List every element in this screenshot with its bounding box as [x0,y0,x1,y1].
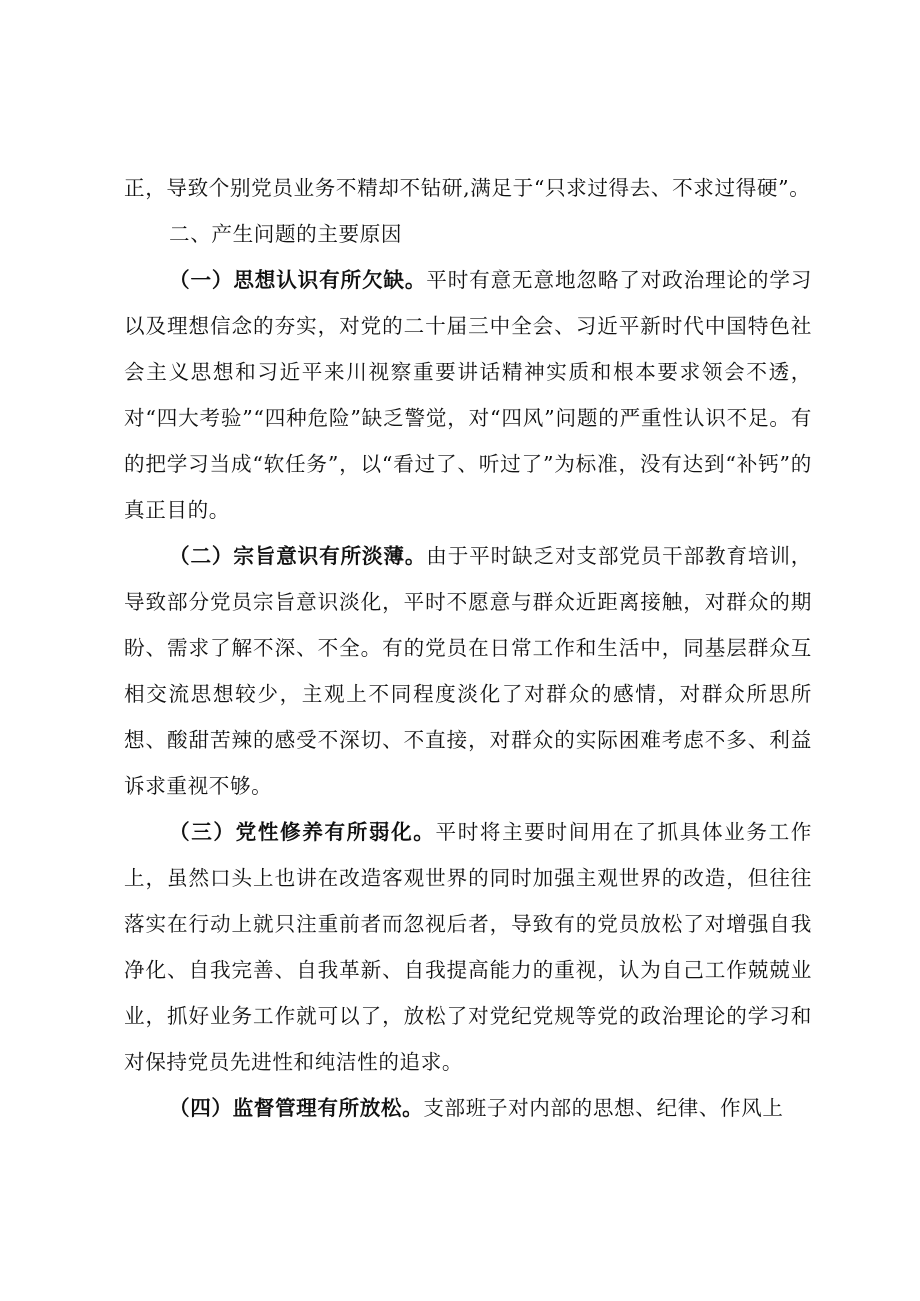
paragraph-heading: （二）宗旨意识有所淡薄。 [169,544,427,568]
paragraph-text: 支部班子对内部的思想、纪律、作风上 [423,1096,784,1120]
document-body [124,165,812,1131]
paragraph-cause-3 [124,809,812,1085]
paragraph-continuation [124,165,812,211]
paragraph-text: 正，导致个别党员业务不精却不钻研,满足于“只求过得去、不求过得硬”。 [124,176,811,200]
paragraph-cause-2 [124,533,812,809]
paragraph-heading: （一）思想认识有所欠缺。 [169,268,427,292]
paragraph-text: 平时将主要时间用在了抓具体业务工作上，虽然口头上也讲在改造客观世界的同时加强主观世界的改造，但往往落实在行动上就只注重前者而忽视后者，导致有的党员放松了对增强自我净化、自我完善、自我革新、自我提高能力的重视，认为自己工作兢兢业业，抓好业务工作就可以了，放松了对党纪党规等党的政治理论的学习和对保持党员先进性和纯洁性的追求。 [124,820,812,1074]
section-title-text: 二、产生问题的主要原因 [169,222,403,246]
paragraph-heading: （三）党性修养有所弱化。 [169,820,436,844]
paragraph-cause-1 [124,257,812,533]
paragraph-text: 由于平时缺乏对支部党员干部教育培训，导致部分党员宗旨意识淡化，平时不愿意与群众近距离接触，对群众的期盼、需求了解不深、不全。有的党员在日常工作和生活中，同基层群众互相交流思想较少，主观上不同程度淡化了对群众的感情，对群众所思所想、酸甜苦辣的感受不深切、不直接，对群众的实际困难考虑不多、利益诉求重视不够。 [124,544,812,798]
paragraph-cause-4 [124,1085,812,1131]
paragraph-heading: （四）监督管理有所放松。 [169,1096,424,1120]
paragraph-text: 平时有意无意地忽略了对政治理论的学习以及理想信念的夯实，对党的二十届三中全会、习近平新时代中国特色社会主义思想和习近平来川视察重要讲话精神实质和根本要求领会不透，对“四大考验”“四种危险”缺乏警觉，对“四风”问题的严重性认识不足。有的把学习当成“软任务”，以“看过了、听过了”为标准，没有达到“补钙”的真正目的。 [124,268,812,522]
section-title [124,211,812,257]
